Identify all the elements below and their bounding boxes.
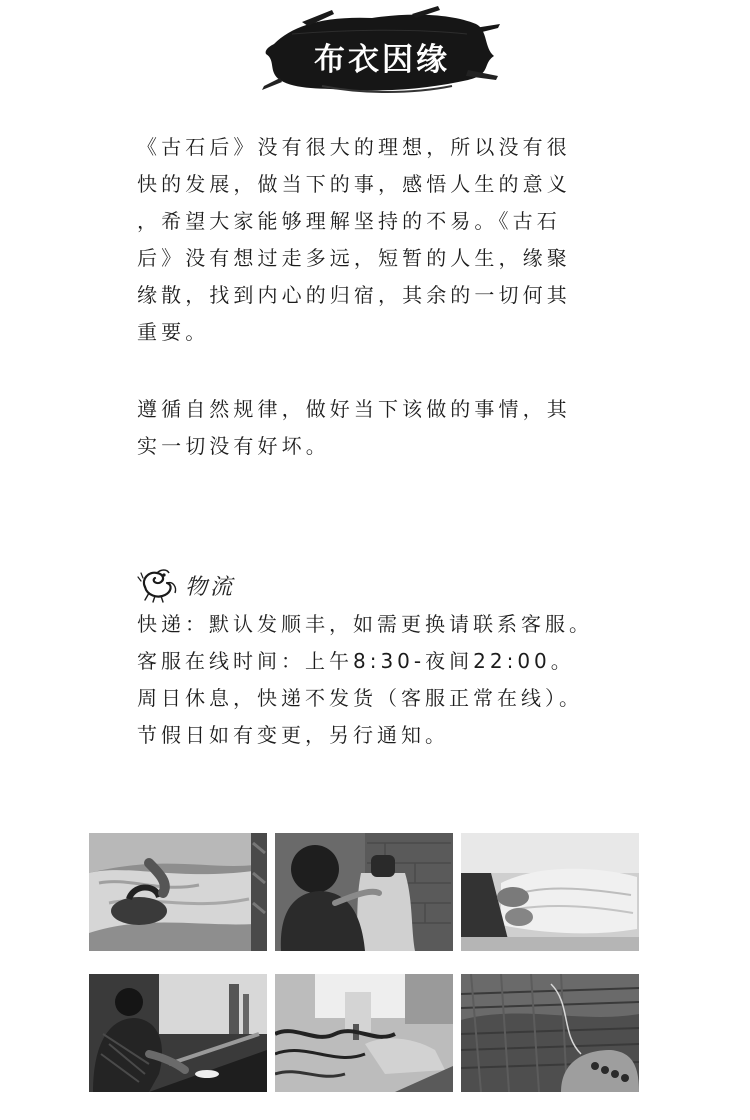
- intro-line: 重要。: [137, 320, 210, 344]
- ironing-fabric-photo: [89, 833, 267, 951]
- intro-line: 缘散，找到内心的归宿，其余的一切何其: [137, 283, 571, 307]
- intro-line: 后》没有想过走多远，短暂的人生，缘聚: [137, 246, 571, 270]
- tailor-dress-form-photo: [275, 833, 453, 951]
- philosophy-paragraph: [137, 391, 613, 465]
- title-banner: [262, 4, 502, 96]
- sewing-machine-photo: [275, 974, 453, 1092]
- stitching-detail-photo: [461, 974, 639, 1092]
- logistics-line: 客服在线时间：上午8:30-夜间22:00。: [137, 649, 575, 673]
- hands-folding-cloth-photo: [461, 833, 639, 951]
- logistics-line: 周日休息，快递不发货（客服正常在线）。: [137, 686, 583, 710]
- logistics-title: 物流: [185, 574, 236, 600]
- banner-title: 布衣因缘: [314, 42, 450, 78]
- cutting-machine-photo: [89, 974, 267, 1092]
- logistics-heading: [137, 566, 235, 604]
- intro-line: 快的发展，做当下的事，感悟人生的意义: [137, 172, 571, 196]
- intro-line: ，希望大家能够理解坚持的不易。《古石: [137, 209, 561, 233]
- logistics-line: 快递：默认发顺丰，如需更换请联系客服。: [137, 612, 593, 636]
- logistics-line: 节假日如有变更，另行通知。: [137, 723, 449, 747]
- intro-line: 《古石后》没有很大的理想，所以没有很: [137, 135, 571, 159]
- intro-paragraph: [137, 129, 613, 351]
- philosophy-line: 实一切没有好坏。: [137, 434, 330, 458]
- logistics-info: [137, 606, 637, 754]
- philosophy-line: 遵循自然规律，做好当下该做的事情，其: [137, 397, 571, 421]
- dragon-icon: [137, 567, 179, 603]
